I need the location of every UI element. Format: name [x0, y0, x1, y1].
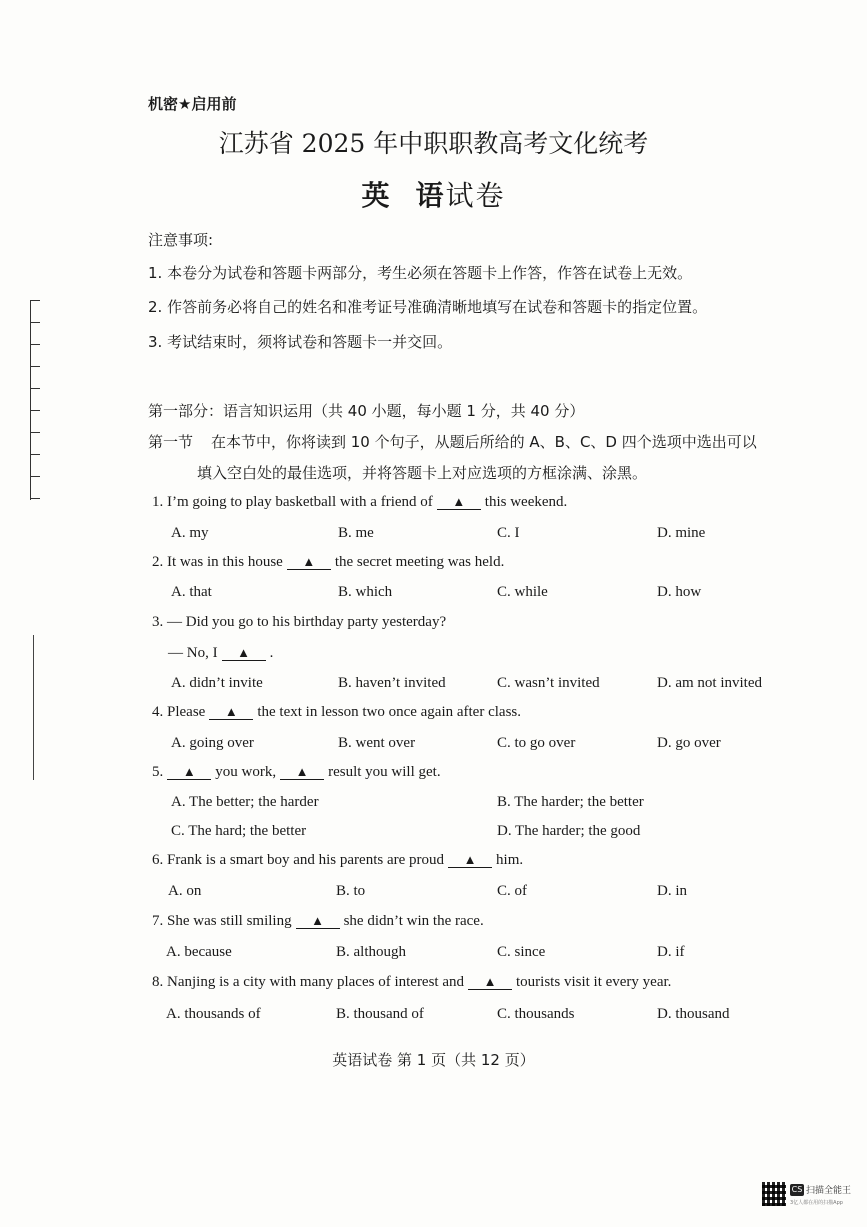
subtitle-char-3: 试卷 [445, 179, 506, 212]
answer-blank: ▲ [280, 765, 324, 780]
q8-option-a: A. thousands of [166, 1006, 261, 1022]
q6-option-b: B. to [336, 883, 366, 899]
scanner-tagline: 3亿人都在用的扫描App [790, 1200, 843, 1206]
q7-option-c: C. since [497, 944, 546, 960]
question-6: 6. Frank is a smart boy and his parents are proud ▲ him. [152, 852, 524, 868]
binding-line-lower [33, 635, 36, 780]
question-1: 1. I’m going to play basketball with a friend of ▲ this weekend. [152, 494, 568, 510]
answer-blank: ▲ [167, 765, 211, 780]
question-4: 4. Please ▲ the text in lesson two once again after class. [152, 704, 521, 720]
question-8: 8. Nanjing is a city with many places of interest and ▲ tourists visit it every year. [152, 974, 672, 990]
answer-blank: ▲ [209, 705, 253, 720]
q3-option-c: C. wasn’t invited [497, 675, 600, 691]
q1-option-b: B. me [338, 525, 374, 541]
confidential-label: 机密★启用前 [148, 95, 237, 113]
q7-option-d: D. if [657, 944, 685, 960]
q5-option-b: B. The harder; the better [497, 794, 644, 810]
q1-option-c: C. I [497, 525, 520, 541]
scanner-logo-icon: CS [791, 1185, 803, 1194]
section1-instruction-line1: 在本节中，你将读到 10 个句子，从题后所给的 A、B、C、D 四个选项中选出可以 [211, 433, 757, 451]
q2-option-d: D. how [657, 584, 702, 600]
q2-option-b: B. which [338, 584, 393, 600]
question-5: 5. ▲ you work, ▲ result you will get. [152, 764, 441, 780]
subtitle-char-1: 英 [361, 179, 392, 212]
note-item-3: 3. 考试结束时，须将试卷和答题卡一并交回。 [148, 333, 453, 351]
answer-blank: ▲ [468, 975, 512, 990]
subtitle-char-2: 语 [415, 179, 446, 212]
part1-heading: 第一部分：语言知识运用（共 40 小题，每小题 1 分，共 40 分） [148, 402, 585, 420]
q4-option-c: C. to go over [497, 735, 576, 751]
q6-option-a: A. on [168, 883, 202, 899]
answer-blank: ▲ [296, 914, 340, 929]
q5-option-a: A. The better; the harder [171, 794, 319, 810]
q8-option-c: C. thousands [497, 1006, 575, 1022]
question-2: 2. It was in this house ▲ the secret meeting was held. [152, 554, 505, 570]
q4-option-d: D. go over [657, 735, 721, 751]
exam-subtitle [0, 174, 867, 214]
section1-instruction-line2: 填入空白处的最佳选项，并将答题卡上对应选项的方框涂满、涂黑。 [197, 464, 648, 482]
q7-option-a: A. because [166, 944, 232, 960]
q1-option-a: A. my [171, 525, 209, 541]
answer-blank: ▲ [448, 853, 492, 868]
q6-option-c: C. of [497, 883, 527, 899]
exam-title: 江苏省 2025 年中职职教高考文化统考 [218, 129, 649, 158]
q3-option-b: B. haven’t invited [338, 675, 446, 691]
qr-code-icon [762, 1182, 786, 1206]
note-item-1: 1. 本卷分为试卷和答题卡两部分，考生必须在答题卡上作答，作答在试卷上无效。 [148, 264, 693, 282]
q8-option-d: D. thousand [657, 1006, 730, 1022]
q2-option-a: A. that [171, 584, 212, 600]
answer-blank: ▲ [287, 555, 331, 570]
q3-option-d: D. am not invited [657, 675, 762, 691]
answer-blank: ▲ [222, 646, 266, 661]
page-footer: 英语试卷 第 1 页（共 12 页） [332, 1051, 535, 1069]
q4-option-a: A. going over [171, 735, 254, 751]
question-3-reply: — No, I ▲ . [168, 645, 274, 661]
q5-option-d: D. The harder; the good [497, 823, 641, 839]
binding-line [30, 300, 41, 500]
answer-blank: ▲ [437, 495, 481, 510]
scanner-name: 扫描全能王 [806, 1186, 852, 1196]
q3-option-a: A. didn’t invite [171, 675, 263, 691]
note-item-2: 2. 作答前务必将自己的姓名和准考证号准确清晰地填写在试卷和答题卡的指定位置。 [148, 298, 708, 316]
section1-label: 第一节 [148, 433, 194, 451]
q8-option-b: B. thousand of [336, 1006, 424, 1022]
q5-option-c: C. The hard; the better [171, 823, 307, 839]
question-7: 7. She was still smiling ▲ she didn’t win the race. [152, 913, 484, 929]
q1-option-d: D. mine [657, 525, 706, 541]
question-3: 3. — Did you go to his birthday party yesterday? [152, 614, 447, 630]
q7-option-b: B. although [336, 944, 406, 960]
q6-option-d: D. in [657, 883, 687, 899]
notes-heading: 注意事项: [148, 231, 214, 249]
q2-option-c: C. while [497, 584, 548, 600]
q4-option-b: B. went over [338, 735, 416, 751]
